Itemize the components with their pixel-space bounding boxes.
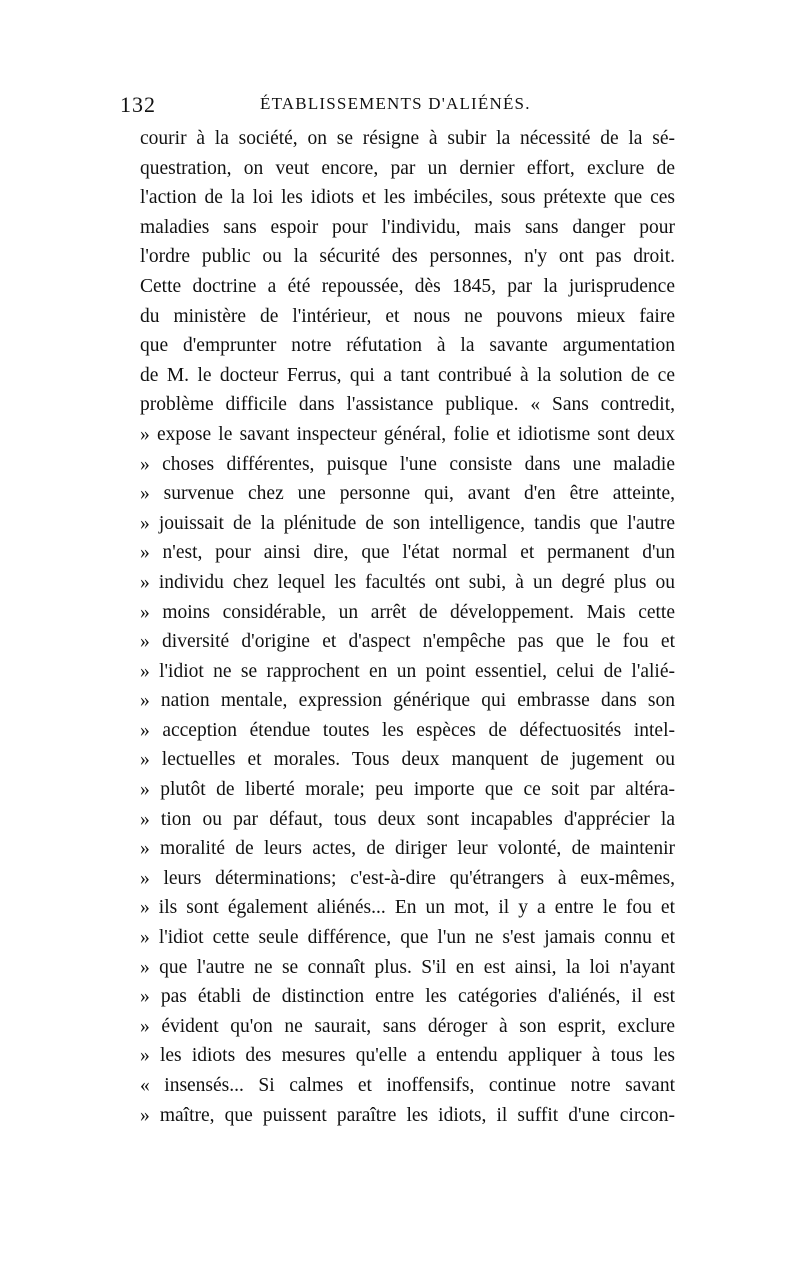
text-line: maladies sans espoir pour l'individu, mais sans danger pour	[140, 216, 675, 238]
text-line: » l'idiot cette seule différence, que l'un ne s'est jamais connu et	[140, 927, 675, 949]
text-line: » lectuelles et morales. Tous deux manquent de jugement ou	[140, 749, 675, 771]
text-line: » choses différentes, puisque l'une consiste dans une maladie	[140, 453, 675, 475]
text-line: » individu chez lequel les facultés ont subi, à un degré plus ou	[140, 571, 675, 593]
text-line: » n'est, pour ainsi dire, que l'état normal et permanent d'un	[140, 542, 675, 564]
text-line: » diversité d'origine et d'aspect n'empêche pas que le fou et	[140, 631, 675, 653]
text-line: questration, on veut encore, par un dernier effort, exclure de	[140, 157, 675, 179]
text-line: » moins considérable, un arrêt de développement. Mais cette	[140, 601, 675, 623]
text-line: » survenue chez une personne qui, avant d'en être atteinte,	[140, 483, 675, 505]
text-line: l'ordre public ou la sécurité des personnes, n'y ont pas droit.	[140, 246, 675, 268]
text-line: de M. le docteur Ferrus, qui a tant contribué à la solution de ce	[140, 364, 675, 386]
text-line: problème difficile dans l'assistance publique. « Sans contredit,	[140, 394, 675, 416]
text-line: que d'emprunter notre réfutation à la savante argumentation	[140, 335, 675, 357]
text-line: » plutôt de liberté morale; peu importe que ce soit par altéra-	[140, 779, 675, 801]
running-title: ÉTABLISSEMENTS D'ALIÉNÉS.	[260, 94, 531, 113]
text-line: » les idiots des mesures qu'elle a entendu appliquer à tous les	[140, 1045, 675, 1067]
text-line: du ministère de l'intérieur, et nous ne pouvons mieux faire	[140, 305, 675, 327]
body-text	[140, 124, 675, 1130]
text-line: » l'idiot ne se rapprochent en un point essentiel, celui de l'alié-	[140, 660, 675, 682]
text-line: » acception étendue toutes les espèces de défectuosités intel-	[140, 719, 675, 741]
text-line: l'action de la loi les idiots et les imbéciles, sous prétexte que ces	[140, 187, 675, 209]
text-line: » expose le savant inspecteur général, folie et idiotisme sont deux	[140, 423, 675, 445]
text-line: » tion ou par défaut, tous deux sont incapables d'apprécier la	[140, 808, 675, 830]
text-line: » leurs déterminations; c'est-à-dire qu'étrangers à eux-mêmes,	[140, 867, 675, 889]
text-line: » moralité de leurs actes, de diriger leur volonté, de maintenir	[140, 838, 675, 860]
text-line: Cette doctrine a été repoussée, dès 1845, par la jurisprudence	[140, 275, 675, 297]
text-line: » maître, que puissent paraître les idiots, il suffit d'une circon-	[140, 1104, 675, 1126]
text-line: « insensés... Si calmes et inoffensifs, continue notre savant	[140, 1075, 675, 1096]
text-line: » pas établi de distinction entre les catégories d'aliénés, il est	[140, 986, 675, 1008]
page-number: 132	[120, 92, 156, 117]
text-line: » nation mentale, expression générique qui embrasse dans son	[140, 690, 675, 712]
page-header	[120, 92, 680, 120]
text-line: » jouissait de la plénitude de son intelligence, tandis que l'autre	[140, 512, 675, 534]
text-line: » évident qu'on ne saurait, sans déroger à son esprit, exclure	[140, 1015, 675, 1037]
text-line: » ils sont également aliénés... En un mot, il y a entre le fou et	[140, 897, 675, 919]
text-line: courir à la société, on se résigne à subir la nécessité de la sé-	[140, 128, 675, 149]
text-line: » que l'autre ne se connaît plus. S'il en est ainsi, la loi n'ayant	[140, 956, 675, 978]
